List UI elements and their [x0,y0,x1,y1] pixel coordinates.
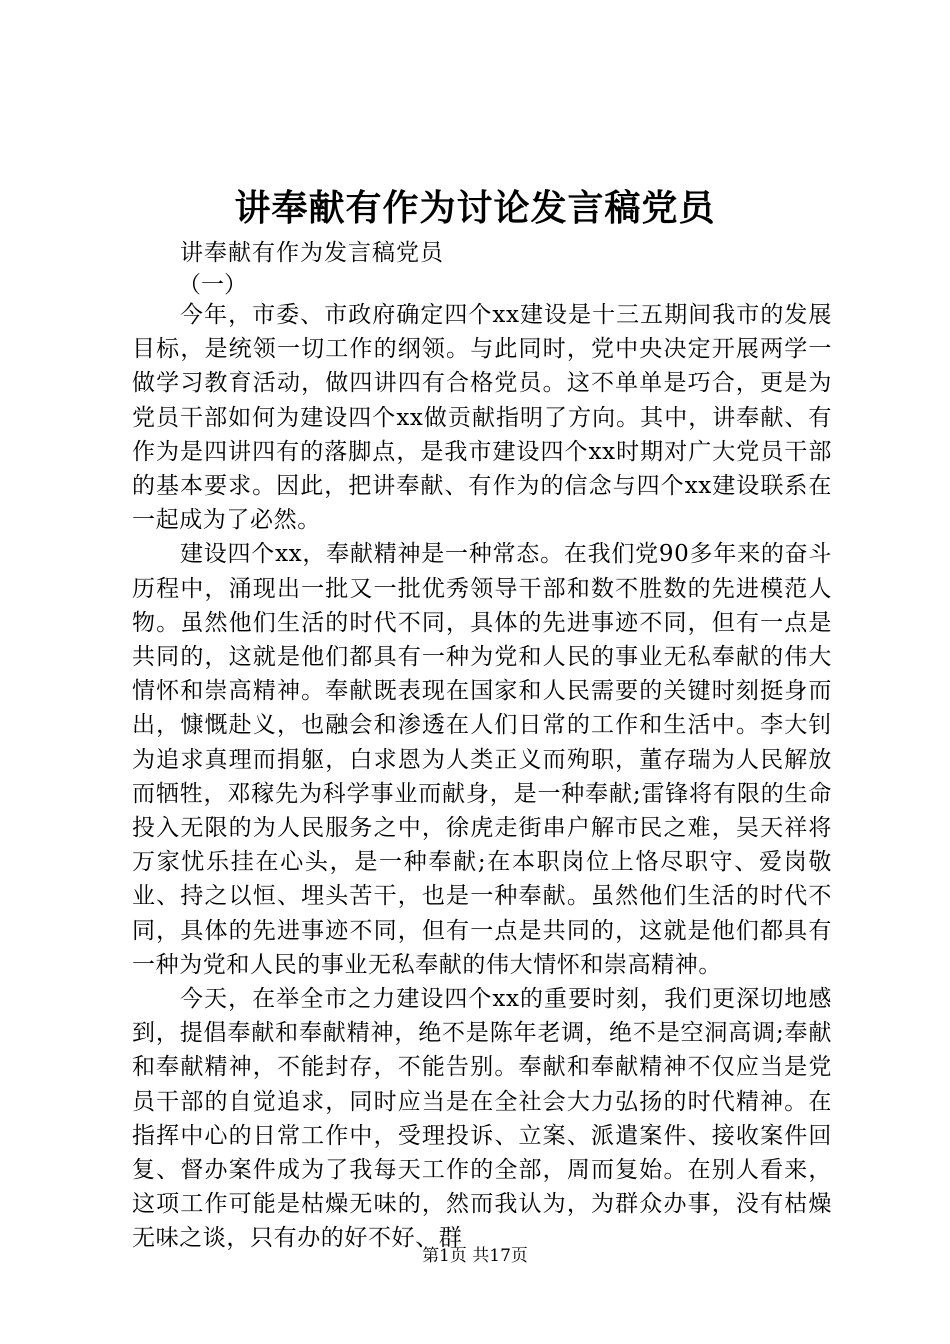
document-body [132,298,832,1256]
paragraph-3: 今天，在举全市之力建设四个xx的重要时刻，我们更深切地感到，提倡奉献和奉献精神，绝不是陈年老调，绝不是空洞高调;奉献和奉献精神，不能封存，不能告别。奉献和奉献精神不仅应当是党员干部的自觉追求，同时应当是在全社会大力弘扬的时代精神。在指挥中心的日常工作中，受理投诉、立案、派遣案件、接收案件回复、督办案件成为了我每天工作的全部，周而复始。在别人看来，这项工作可能是枯燥无味的，然而我认为，为群众办事，没有枯燥无味之谈，只有办的好不好、群 [132,986,832,1252]
document-subtitle: 讲奉献有作为发言稿党员 [180,240,444,266]
document-title: 讲奉献有作为讨论发言稿党员 [234,187,716,229]
page-footer: 第1页 共17页 [422,1246,528,1266]
paragraph-2: 建设四个xx，奉献精神是一种常态。在我们党90多年来的奋斗历程中，涌现出一批又一批优秀领导干部和数不胜数的先进模范人物。虽然他们生活的时代不同，具体的先进事迹不同，但有一点是共同的，这就是他们都具有一种为党和人民的事业无私奉献的伟大情怀和崇高精神。奉献既表现在国家和人民需要的关键时刻挺身而出，慷慨赴义，也融会和渗透在人们日常的工作和生活中。李大钊为追求真理而捐躯，白求恩为人类正义而殉职，董存瑞为人民解放而牺牲，邓稼先为科学事业而献身，是一种奉献;雷锋将有限的生命投入无限的为人民服务之中，徐虎走街串户解市民之难，吴天祥将万家忧乐挂在心头，是一种奉献;在本职岗位上恪尽职守、爱岗敬业、持之以恒、埋头苦干，也是一种奉献。虽然他们生活的时代不同，具体的先进事迹不同，但有一点是共同的，这就是他们都具有一种为党和人民的事业无私奉献的伟大情怀和崇高精神。 [132,541,832,978]
paragraph-1: 今年，市委、市政府确定四个xx建设是十三五期间我市的发展目标，是统领一切工作的纲领。与此同时，党中央决定开展两学一做学习教育活动，做四讲四有合格党员。这不单单是巧合，更是为党员干部如何为建设四个xx做贡献指明了方向。其中，讲奉献、有作为是四讲四有的落脚点，是我市建设四个xx时期对广大党员干部的基本要求。因此，把讲奉献、有作为的信念与四个xx建设联系在一起成为了必然。 [132,302,832,534]
section-marker: （一） [178,272,247,298]
